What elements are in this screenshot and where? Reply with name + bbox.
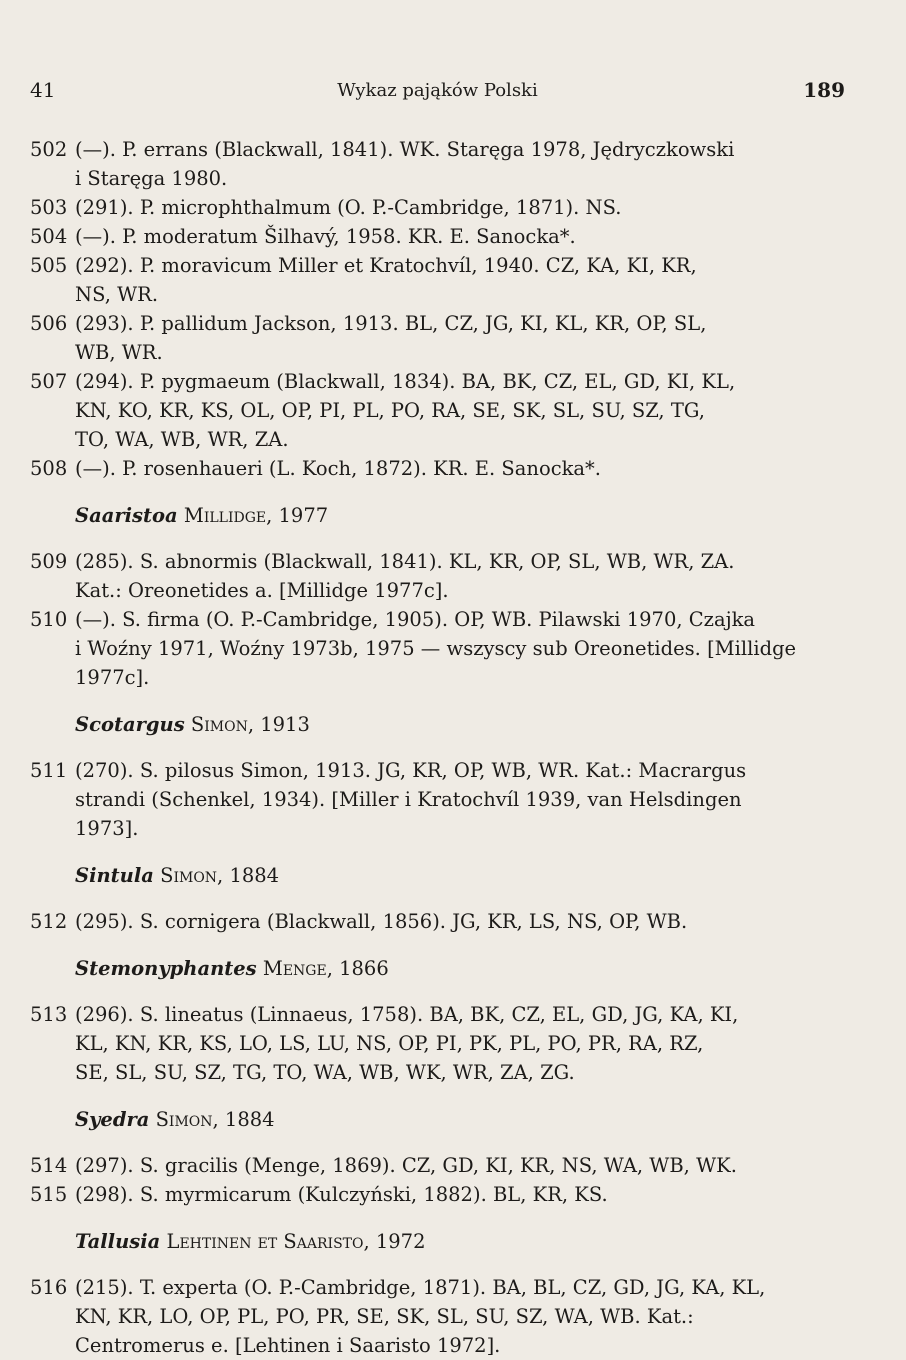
- entry-line: KL, KN, KR, KS, LO, LS, LU, NS, OP, PI, PK, PL, PO, PR, RA, RZ,: [75, 1032, 704, 1055]
- entry-line: (—). P. moderatum Šilhavý, 1958. KR. E. Sanocka*.: [75, 225, 576, 248]
- species-entry: [30, 193, 860, 222]
- genus-name: Scotargus: [75, 713, 185, 736]
- entry-line: KN, KO, KR, KS, OL, OP, PI, PL, PO, RA, SE, SK, SL, SU, SZ, TG,: [75, 399, 705, 422]
- entry-line: 1973].: [75, 817, 139, 840]
- entry-number: 510: [30, 608, 68, 631]
- entry-line: (—). P. errans (Blackwall, 1841). WK. Staręga 1978, Jędryczkowski: [75, 138, 735, 161]
- entry-number: 511: [30, 759, 68, 782]
- entry-line: (295). S. cornigera (Blackwall, 1856). JG, KR, LS, NS, OP, WB.: [75, 910, 688, 933]
- species-entry: [30, 1000, 860, 1087]
- genus-heading: [75, 1105, 860, 1134]
- entry-number: 506: [30, 312, 68, 335]
- entry-line: (298). S. myrmicarum (Kulczyński, 1882). BL, KR, KS.: [75, 1183, 608, 1206]
- entry-line: (291). P. microphthalmum (O. P.-Cambridge, 1871). NS.: [75, 196, 622, 219]
- genus-heading: [75, 1227, 860, 1256]
- genus-name: Stemonyphantes: [75, 957, 257, 980]
- species-entry: [30, 222, 860, 251]
- genus-name: Saaristoa: [75, 504, 178, 527]
- entry-line: KN, KR, LO, OP, PL, PO, PR, SE, SK, SL, SU, SZ, WA, WB. Kat.:: [75, 1305, 694, 1328]
- genus-heading: [75, 861, 860, 890]
- entry-line: 1977c].: [75, 666, 150, 689]
- species-list: [30, 135, 860, 1360]
- species-entry: [30, 251, 860, 309]
- entry-line: (296). S. lineatus (Linnaeus, 1758). BA, BK, CZ, EL, GD, JG, KA, KI,: [75, 1003, 739, 1026]
- genus-name: Tallusia: [75, 1230, 161, 1253]
- left-page-number: 41: [30, 78, 56, 102]
- species-entry: [30, 907, 860, 936]
- entry-line: (292). P. moravicum Miller et Kratochvíl, 1940. CZ, KA, KI, KR,: [75, 254, 697, 277]
- species-entry: [30, 309, 860, 367]
- species-entry: [30, 605, 860, 692]
- entry-number: 513: [30, 1003, 68, 1026]
- entry-number: 503: [30, 196, 68, 219]
- right-page-number: 189: [803, 78, 845, 102]
- genus-heading: [75, 501, 860, 530]
- genus-author: Menge, 1866: [262, 957, 389, 980]
- entry-number: 508: [30, 457, 68, 480]
- entry-line: i Woźny 1971, Woźny 1973b, 1975 — wszyscy sub Oreonetides. [Millidge: [75, 637, 797, 660]
- genus-name: Sintula: [75, 864, 154, 887]
- genus-author: Simon, 1884: [160, 864, 280, 887]
- genus-author: Simon, 1913: [190, 713, 310, 736]
- species-entry: [30, 1180, 860, 1209]
- entry-number: 509: [30, 550, 68, 573]
- entry-number: 515: [30, 1183, 68, 1206]
- entry-line: TO, WA, WB, WR, ZA.: [75, 428, 289, 451]
- genus-author: Lehtinen et Saaristo, 1972: [166, 1230, 426, 1253]
- entry-line: i Staręga 1980.: [75, 167, 228, 190]
- entry-line: strandi (Schenkel, 1934). [Miller i Kratochvíl 1939, van Helsdingen: [75, 788, 742, 811]
- genus-name: Syedra: [75, 1108, 150, 1131]
- entry-line: (—). P. rosenhaueri (L. Koch, 1872). KR. E. Sanocka*.: [75, 457, 602, 480]
- entry-number: 516: [30, 1276, 68, 1299]
- entry-number: 507: [30, 370, 68, 393]
- entry-number: 502: [30, 138, 68, 161]
- entry-line: (294). P. pygmaeum (Blackwall, 1834). BA, BK, CZ, EL, GD, KI, KL,: [75, 370, 736, 393]
- page-header: [30, 78, 845, 104]
- entry-line: WB, WR.: [75, 341, 163, 364]
- species-entry: [30, 756, 860, 843]
- species-entry: [30, 454, 860, 483]
- entry-line: (285). S. abnormis (Blackwall, 1841). KL, KR, OP, SL, WB, WR, ZA.: [75, 550, 735, 573]
- entry-line: (215). T. experta (O. P.-Cambridge, 1871). BA, BL, CZ, GD, JG, KA, KL,: [75, 1276, 766, 1299]
- species-entry: [30, 1151, 860, 1180]
- genus-author: Simon, 1884: [155, 1108, 275, 1131]
- entry-line: Kat.: Oreonetides a. [Millidge 1977c].: [75, 579, 449, 602]
- running-title: Wykaz pająków Polski: [337, 80, 538, 101]
- entry-number: 512: [30, 910, 68, 933]
- entry-line: (293). P. pallidum Jackson, 1913. BL, CZ, JG, KI, KL, KR, OP, SL,: [75, 312, 707, 335]
- entry-line: SE, SL, SU, SZ, TG, TO, WA, WB, WK, WR, ZA, ZG.: [75, 1061, 575, 1084]
- species-entry: [30, 547, 860, 605]
- entry-line: NS, WR.: [75, 283, 159, 306]
- genus-heading: [75, 710, 860, 739]
- species-entry: [30, 1273, 860, 1360]
- entry-number: 505: [30, 254, 68, 277]
- species-entry: [30, 135, 860, 193]
- genus-author: Millidge, 1977: [183, 504, 329, 527]
- entry-line: (297). S. gracilis (Menge, 1869). CZ, GD, KI, KR, NS, WA, WB, WK.: [75, 1154, 737, 1177]
- entry-line: Centromerus e. [Lehtinen i Saaristo 1972].: [75, 1334, 501, 1357]
- entry-line: (270). S. pilosus Simon, 1913. JG, KR, OP, WB, WR. Kat.: Macrargus: [75, 759, 747, 782]
- entry-line: (—). S. firma (O. P.-Cambridge, 1905). OP, WB. Pilawski 1970, Czajka: [75, 608, 756, 631]
- entry-number: 514: [30, 1154, 68, 1177]
- entry-number: 504: [30, 225, 68, 248]
- species-entry: [30, 367, 860, 454]
- genus-heading: [75, 954, 860, 983]
